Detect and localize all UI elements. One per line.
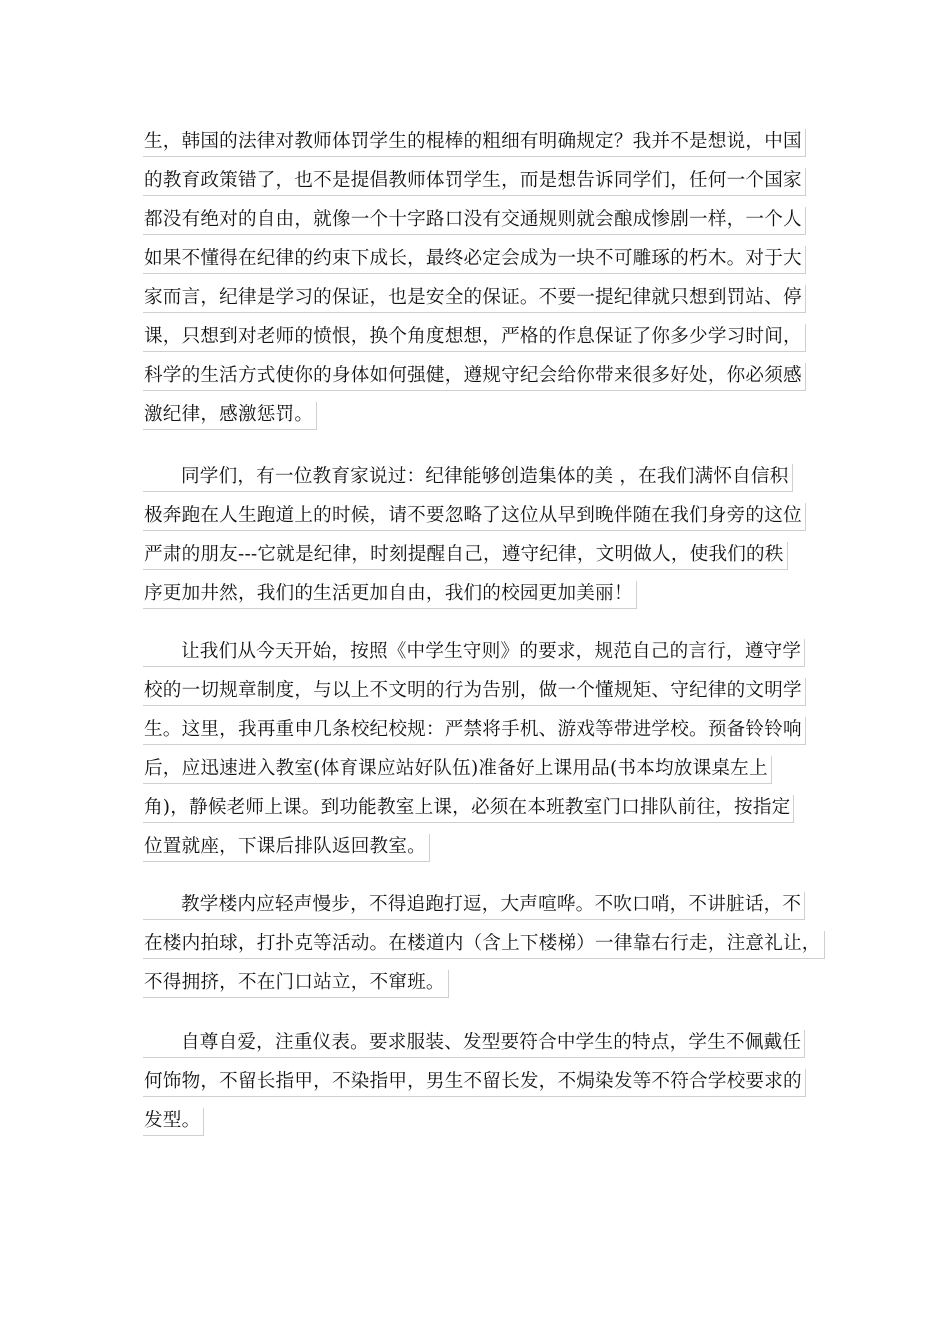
text-line xyxy=(143,883,813,922)
line-text: 校的一切规章制度，与以上不文明的行为告别，做一个懂规矩、守纪律的文明学 xyxy=(143,678,806,706)
paragraph-2 xyxy=(143,455,813,611)
text-line xyxy=(143,630,813,669)
text-line xyxy=(143,669,813,708)
paragraph-3 xyxy=(143,630,813,864)
line-text: 何饰物，不留长指甲，不染指甲，男生不留长发，不焗染发等不符合学校要求的 xyxy=(143,1069,806,1097)
line-text: 在楼内拍球，打扑克等活动。在楼道内（含上下楼梯）一律靠右行走，注意礼让， xyxy=(143,931,825,959)
line-text: 角)，静候老师上课。到功能教室上课，必须在本班教室门口排队前往，按指定 xyxy=(143,795,794,823)
paragraph-1 xyxy=(143,120,813,432)
text-line xyxy=(143,1060,813,1099)
text-line xyxy=(143,393,813,432)
line-text: 科学的生活方式使你的身体如何强健，遵规守纪会给你带来很多好处，你必须感 xyxy=(143,363,806,391)
text-line xyxy=(143,494,813,533)
line-text: 不得拥挤，不在门口站立，不窜班。 xyxy=(143,970,449,998)
text-line xyxy=(143,825,813,864)
text-line xyxy=(143,533,813,572)
text-line xyxy=(143,159,813,198)
paragraph-4 xyxy=(143,883,821,1000)
line-text: 发型。 xyxy=(143,1108,204,1136)
line-text: 序更加井然，我们的生活更加自由，我们的校园更加美丽！ xyxy=(143,581,637,609)
line-text: 教学楼内应轻声慢步，不得追跑打逗，大声喧哗。不吹口哨，不讲脏话，不 xyxy=(143,892,805,920)
paragraph-5 xyxy=(143,1021,813,1138)
text-line xyxy=(143,1099,813,1138)
line-text: 位置就座，下课后排队返回教室。 xyxy=(143,834,430,862)
line-text: 后，应迅速进入教室(体育课应站好队伍)准备好上课用品(书本均放课桌左上 xyxy=(143,756,772,784)
line-text: 课，只想到对老师的愤恨，换个角度想想，严格的作息保证了你多少学习时间， xyxy=(143,324,806,352)
line-text: 同学们，有一位教育家说过：纪律能够创造集体的美 ，在我们满怀自信积 xyxy=(143,464,793,492)
text-line xyxy=(143,354,813,393)
text-line xyxy=(143,276,813,315)
line-text: 严肃的朋友---它就是纪律，时刻提醒自己，遵守纪律，文明做人，使我们的秩 xyxy=(143,542,788,570)
text-line xyxy=(143,747,813,786)
line-text: 家而言，纪律是学习的保证，也是安全的保证。不要一提纪律就只想到罚站、停 xyxy=(143,285,806,313)
line-text: 让我们从今天开始，按照《中学生守则》的要求，规范自己的言行，遵守学 xyxy=(143,639,805,667)
line-text: 激纪律，感激惩罚。 xyxy=(143,402,317,430)
text-line xyxy=(143,922,821,961)
text-line xyxy=(143,198,813,237)
text-line xyxy=(143,120,813,159)
line-text: 生。这里，我再重申几条校纪校规：严禁将手机、游戏等带进学校。预备铃铃响 xyxy=(143,717,806,745)
line-text: 的教育政策错了，也不是提倡教师体罚学生，而是想告诉同学们，任何一个国家 xyxy=(143,168,806,196)
text-line xyxy=(143,708,813,747)
line-text: 如果不懂得在纪律的约束下成长，最终必定会成为一块不可雕琢的朽木。对于大 xyxy=(143,246,806,274)
line-text: 极奔跑在人生跑道上的时候，请不要忽略了这位从早到晚伴随在我们身旁的这位 xyxy=(143,503,806,531)
text-line xyxy=(143,961,813,1000)
line-text: 都没有绝对的自由，就像一个十字路口没有交通规则就会酿成惨剧一样，一个人 xyxy=(143,207,806,235)
text-line xyxy=(143,1021,813,1060)
text-line xyxy=(143,786,813,825)
text-line xyxy=(143,455,813,494)
line-text: 自尊自爱，注重仪表。要求服装、发型要符合中学生的特点，学生不佩戴任 xyxy=(143,1030,805,1058)
text-line xyxy=(143,315,813,354)
text-line xyxy=(143,572,813,611)
text-line xyxy=(143,237,813,276)
line-text: 生，韩国的法律对教师体罚学生的棍棒的粗细有明确规定？我并不是想说，中国 xyxy=(143,129,806,157)
